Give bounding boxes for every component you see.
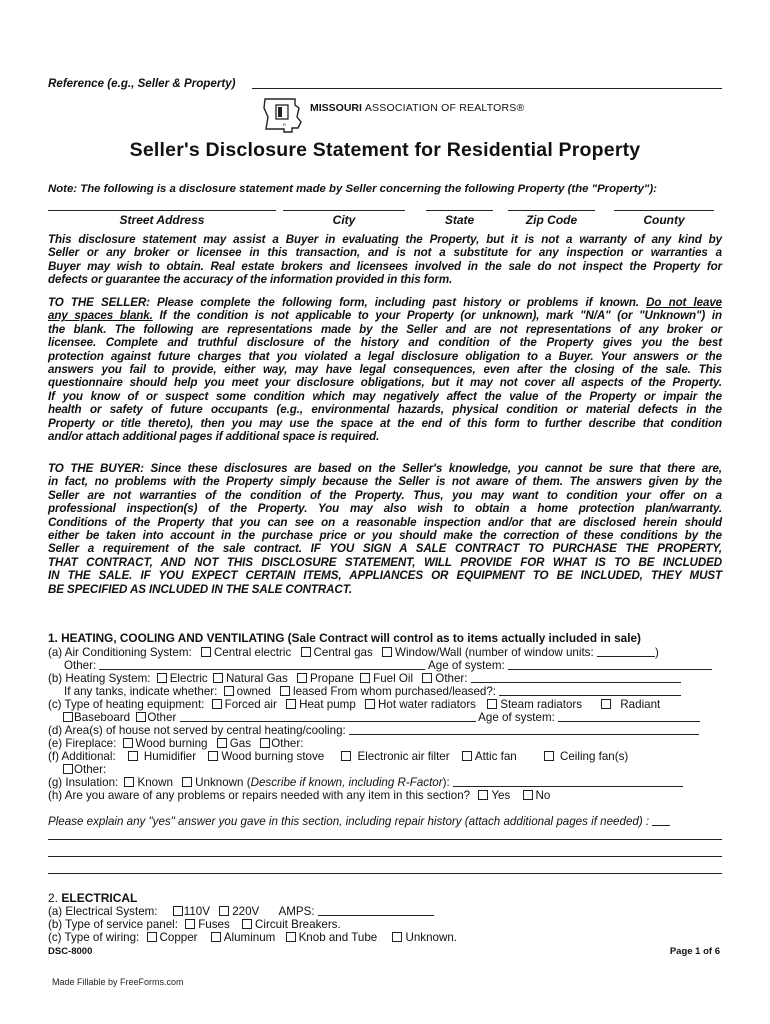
seller-intro-text: TO THE SELLER: Please complete the following form, including past history or problems if known. [48,296,639,309]
aluminum-label: Aluminum [223,931,276,944]
knob-and-tube-checkbox[interactable] [286,932,296,942]
heating-equipment-label: (c) Type of heating equipment: [48,698,205,711]
amps-field[interactable] [318,905,434,916]
aluminum-checkbox[interactable] [211,932,221,942]
s1-a2-row [64,659,712,672]
s1-g-row [48,776,683,789]
buyer-line: IN THE SALE. IF YOU EXPECT CERTAIN ITEMS, APPLIANCES OR EQUIPMENT TO BE INCLUDED, THEY MUST [48,569,722,583]
fuel-oil-label: Fuel Oil [373,672,414,685]
buyer-line: Seller are not warranties of the condition of the Property. Thus, you may want to condition your offer on a [48,488,722,502]
radiant-checkbox[interactable] [601,699,611,709]
central-gas-checkbox[interactable] [301,647,311,657]
buyer-paragraph [48,462,722,596]
seller-line: protection against future charges that you violated a legal disclosure obligation to a Buyer. Your answers or the [48,349,722,363]
heating-equipment-other-field[interactable] [180,711,476,722]
wiring-unknown-checkbox[interactable] [392,932,402,942]
do-not-leave-text: Do not leave [646,296,723,309]
air-conditioning-label: (a) Air Conditioning System: [48,646,192,659]
city-field[interactable] [283,210,405,211]
seller-paragraph [48,296,722,443]
heating-system-label: (b) Heating System: [48,672,151,685]
s1-c-row [48,698,722,711]
county-field[interactable] [614,210,714,211]
buyer-line: professional inspection(s) of the Property. You may also wish to obtain a home protection plan/warranty. [48,502,722,516]
window-wall-label: Window/Wall (number of window units: [395,646,594,659]
additional-other-label: Other: [74,763,107,776]
tanks-owned-label: owned [236,685,271,698]
street-address-field[interactable] [48,210,276,211]
insulation-label: (g) Insulation: [48,776,119,789]
fireplace-other-checkbox[interactable] [260,738,270,748]
buyer-line: Conditions of the Property that you can see on a reasonable inspection and/or that are disclosed herein should [48,515,722,529]
intro-paragraph [48,233,722,287]
heating-electric-checkbox[interactable] [157,673,167,683]
insulation-describe-label: Describe if known, including R-Factor [250,776,443,789]
heating-equipment-other-checkbox[interactable] [136,712,146,722]
state-caption: State [444,213,475,227]
section-1-heading: 1. HEATING, COOLING AND VENTILATING (Sale Contract will control as to items actually included in sale) [48,631,641,645]
problems-no-label: No [535,789,551,802]
s1-e-row [48,737,303,750]
s1-a-row [48,646,659,659]
wiring-label: (c) Type of wiring: [48,931,140,944]
missouri-state-outline-icon [262,95,304,135]
electrical-system-label: (a) Electrical System: [48,905,158,918]
radiant-label: Radiant [620,698,661,711]
natural-gas-label: Natural Gas [225,672,288,685]
s1-f-row [48,750,628,763]
buyer-line: either be taken into account in the purchase price or you should make the correction of these conditions by the [48,529,722,543]
note-text: Note: The following is a disclosure statement made by Seller concerning the following Property (the "Property"): [48,183,657,195]
circuit-breakers-checkbox[interactable] [242,919,252,929]
fuses-label: Fuses [198,918,230,931]
intro-line: Buyer may wish to obtain. Real estate brokers and licensees involved in the sale do not inspect the Property for [48,259,722,273]
ac-other-label: Other: [64,659,97,672]
220v-checkbox[interactable] [219,906,229,916]
window-units-field[interactable] [597,646,655,657]
attic-fan-checkbox[interactable] [462,751,472,761]
s1-d-row [48,724,699,737]
insulation-unknown-checkbox[interactable] [182,777,192,787]
seller-line [48,296,722,309]
wood-burning-stove-checkbox[interactable] [208,751,218,761]
section-2-number: 2. [48,891,59,905]
tanks-label: If any tanks, indicate whether: [64,685,218,698]
buyer-line: BE SPECIFIED AS INCLUDED IN THE SALE CONTRACT. [48,582,352,596]
section-2-title: ELECTRICAL [61,891,138,905]
central-electric-label: Central electric [213,646,292,659]
additional-label: (f) Additional: [48,750,116,763]
heat-pump-label: Heat pump [299,698,356,711]
reference-field[interactable] [252,88,722,89]
area-not-served-label: (d) Area(s) of house not served by central heating/cooling: [48,724,346,737]
seller-line: licensee. Complete and truthful disclosure of the history and condition of the Property gives you the best [48,336,722,350]
made-fillable-note: Made Fillable by FreeForms.com [52,977,184,987]
tanks-leased-label: leased From whom purchased/leased?: [293,685,497,698]
buyer-line: TO THE BUYER: Since these disclosures are based on the Seller's knowledge, you cannot be sure that there are, [48,462,722,475]
wiring-unknown-label: Unknown. [405,931,458,944]
heating-equipment-other-label: Other [147,711,177,724]
110v-label: 110V [183,905,210,918]
propane-checkbox[interactable] [297,673,307,683]
window-wall-checkbox[interactable] [382,647,392,657]
buyer-line: Seller a requirement of the sale contract. IF YOU SIGN A SALE CONTRACT TO PURCHASE THE PROPERTY, [48,542,722,556]
tanks-leased-from-field[interactable] [499,685,681,696]
humidifier-checkbox[interactable] [128,751,138,761]
forced-air-checkbox[interactable] [212,699,222,709]
problems-yes-label: Yes [491,789,511,802]
wood-burning-stove-label: Wood burning stove [221,750,325,763]
circuit-breakers-label: Circuit Breakers. [255,918,341,931]
propane-label: Propane [310,672,354,685]
heating-other-checkbox[interactable] [422,673,432,683]
tanks-leased-checkbox[interactable] [280,686,290,696]
problems-no-checkbox[interactable] [523,790,533,800]
explain-line[interactable] [48,856,722,857]
zip-code-caption: Zip Code [525,213,578,227]
heating-age-label: Age of system: [478,711,555,724]
fireplace-gas-checkbox[interactable] [217,738,227,748]
insulation-known-checkbox[interactable] [124,777,134,787]
explain-line[interactable] [48,873,722,874]
form-code: DSC-8000 [48,946,93,957]
s2-a-row [48,905,434,918]
problems-question: (h) Are you aware of any problems or repairs needed with any item in this section? [48,789,471,802]
baseboard-label: Baseboard [74,711,131,724]
110v-checkbox[interactable] [173,906,183,916]
steam-radiators-label: Steam radiators [500,698,583,711]
seller-line: Property or title thereto), then you may use the space at the end of this form to further describe that condition [48,416,722,430]
logo [262,95,525,135]
not-applicable-text: If the condition is not applicable to your Property (or unknown), mark "N/A" (or "Unknown") in [152,309,722,323]
central-electric-checkbox[interactable] [201,647,211,657]
s1-c2-row [60,711,700,724]
intro-line: This disclosure statement may assist a Buyer in evaluating the Property, but it is not a warranty of any kind by [48,233,722,246]
ceiling-fans-label: Ceiling fan(s) [559,750,629,763]
section-2-heading [48,892,137,905]
fireplace-label: (e) Fireplace: [48,737,117,750]
220v-label: 220V [232,905,260,918]
problems-yes-checkbox[interactable] [478,790,488,800]
heating-electric-label: Electric [169,672,208,685]
explain-label: Please explain any "yes" answer you gave in this section, including repair history (attach additional pages if needed) : [48,815,650,828]
explain-line[interactable] [48,839,722,840]
insulation-describe-end: ): [442,776,450,789]
insulation-field[interactable] [453,776,683,787]
heating-other-field[interactable] [471,672,681,683]
heat-pump-checkbox[interactable] [286,699,296,709]
seller-line: answers you fail to provide, either way, may have legal consequences, even after the closing of the sale. This [48,363,722,377]
fuses-checkbox[interactable] [185,919,195,929]
knob-and-tube-label: Knob and Tube [298,931,378,944]
forced-air-label: Forced air [224,698,277,711]
copper-label: Copper [159,931,198,944]
copper-checkbox[interactable] [147,932,157,942]
wood-burning-checkbox[interactable] [123,738,133,748]
humidifier-label: Humidifier [143,750,197,763]
ceiling-fans-checkbox[interactable] [544,751,554,761]
hot-water-radiators-label: Hot water radiators [378,698,476,711]
s1-b2-row [64,685,681,698]
intro-line: Seller or any broker or licensee in this transaction, and is not a substitute for any inspection or warranties a [48,246,722,260]
ac-other-field[interactable] [99,659,425,670]
reference-label: Reference (e.g., Seller & Property) [48,77,236,90]
electronic-air-filter-label: Electronic air filter [357,750,450,763]
insulation-known-label: Known [137,776,173,789]
s1-explain-row [48,815,670,828]
heating-other-label: Other: [435,672,468,685]
buyer-line: in fact, no problems with the Property simply because the Seller is not aware of them. The answers given by the [48,475,722,489]
buyer-line: THAT CONTRACT, AND NOT THIS DISCLOSURE STATEMENT, WILL PROVIDE FOR WHAT IS TO BE INCLUDED [48,555,722,569]
seller-line: and/or attach additional pages if additional space is required. [48,430,380,444]
area-not-served-field[interactable] [349,724,699,735]
fuel-oil-checkbox[interactable] [360,673,370,683]
fireplace-other-label: Other: [271,737,304,750]
ac-age-field[interactable] [508,659,712,670]
s1-h-row [48,789,550,802]
ac-age-label: Age of system: [428,659,505,672]
county-caption: County [643,213,685,227]
logo-text-bold: MISSOURI [310,102,362,114]
tanks-owned-checkbox[interactable] [224,686,234,696]
attic-fan-label: Attic fan [474,750,517,763]
city-caption: City [332,213,356,227]
amps-label: AMPS: [278,905,315,918]
page-number: Page 1 of 6 [669,946,720,957]
intro-line: defects or guarantee the accuracy of the information provided in this form. [48,273,453,287]
window-units-close: ) [654,646,659,659]
street-address-caption: Street Address [119,213,205,227]
steam-radiators-checkbox[interactable] [487,699,497,709]
insulation-unknown-label: Unknown ( [195,776,251,789]
explain-field-start[interactable] [652,815,670,826]
seller-line: health or safety of future occupants (e.g., environmental hazards, physical condition or material defects in the [48,403,722,417]
natural-gas-checkbox[interactable] [213,673,223,683]
wood-burning-label: Wood burning [135,737,208,750]
logo-text: ASSOCIATION OF REALTORS® [364,102,525,114]
heating-age-field[interactable] [558,711,700,722]
seller-line: the blank. The following are representations made by the Seller and are not representations of any broker or [48,322,722,336]
additional-other-checkbox[interactable] [63,764,73,774]
electronic-air-filter-checkbox[interactable] [341,751,351,761]
svg-text:R: R [283,122,286,127]
hot-water-radiators-checkbox[interactable] [365,699,375,709]
central-gas-label: Central gas [313,646,373,659]
seller-line: questionnaire should help you meet your disclosure obligations, but it may not cover all aspects of the Property. [48,376,722,390]
state-field[interactable] [426,210,493,211]
s1-f2-row [60,763,106,776]
s2-b-row [48,918,341,931]
baseboard-checkbox[interactable] [63,712,73,722]
s1-b-row [48,672,681,685]
s2-c-row [48,931,457,944]
page-title: Seller's Disclosure Statement for Residential Property [129,139,641,161]
zip-code-field[interactable] [508,210,595,211]
service-panel-label: (b) Type of service panel: [48,918,178,931]
seller-line [48,309,722,322]
any-spaces-blank-text: any spaces blank. [48,309,153,323]
seller-line: If you know of or suspect some condition which may negatively affect the value of the Property or impair the [48,389,722,403]
fireplace-gas-label: Gas [229,737,252,750]
